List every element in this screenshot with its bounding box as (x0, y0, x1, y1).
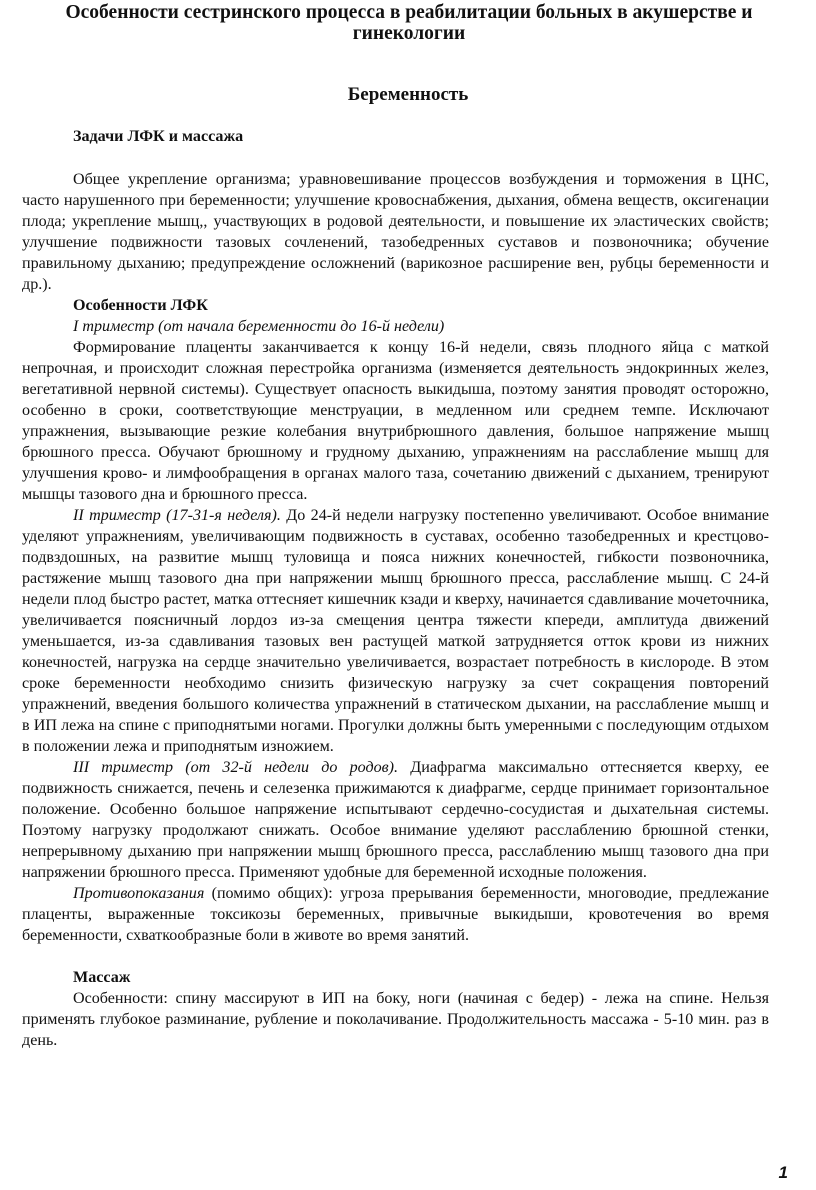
document-body (22, 126, 769, 1051)
document-title: Особенности сестринского процесса в реабилитации больных в акушерстве и гинекологии (65, 2, 753, 44)
tasks-paragraph: Общее укрепление организма; уравновешивание процессов возбуждения и торможения в ЦНС, часто нарушенного при беременности; улучшение кровоснабжения, дыхания, обмена веществ, оксигенации плода; укрепление мышц,, участвующих в родовой деятельности, и повышение их эластических свойств; улучшение подвижности тазовых сочленений, тазобедренных суставов и позвоночника; обучение правильному дыханию; предупреждение осложнений (варикозное расширение вен, рубцы беременности и др.). (22, 171, 769, 293)
contraindications-paragraph (22, 883, 769, 946)
trimester3-paragraph (22, 757, 769, 883)
trimester2-paragraph (22, 505, 769, 757)
section-title: Беременность (347, 84, 469, 105)
trimester3-title: III триместр (от 32-й недели до родов). (73, 759, 399, 776)
trimester1-paragraph: Формирование плаценты заканчивается к концу 16-й недели, связь плодного яйца с маткой непрочная, и происходит сложная перестройка организма (изменяется деятельность эндокринных желез, вегетативной нервной системы). Существует опасность выкидыша, поэтому занятия проводят осторожно, особенно в сроки, соответствующие менструации, в медленном или среднем темпе. Исключают упражнения, вызывающие резкие колебания внутрибрюшного давления, большое напряжение мышц брюшного пресса. Обучают брюшному и грудному дыханию, упражнениям на расслабление мышц для улучшения крово- и лимфообращения в органах малого таза, сочетанию движений с дыханием, тренируют мышцы тазового дна и брюшного пресса. (22, 339, 769, 503)
massage-paragraph: Особенности: спину массируют в ИП на боку, ноги (начиная с бедер) - лежа на спине. Нельзя применять глубокое разминание, рубление и поколачивание. Продолжительность массажа - 5-10 мин. раз в день. (22, 990, 769, 1049)
massage-heading: Массаж (73, 969, 131, 986)
trimester2-text: До 24-й недели нагрузку постепенно увеличивают. Особое внимание уделяют упражнениям, увеличивающим подвижность в суставах, особенно тазобедренных и крестцово-подвздошных, на развитие мышц туловища и пояса нижних конечностей, гибкости позвоночника, растяжение мышц тазового дна при напряжении мышц брюшного пресса, расслабление мышц. С 24-й недели плод быстро растет, матка оттесняет кишечник кзади и кверху, начинается сдавливание мочеточника, увеличивается поясничный лордоз из-за смещения центра тяжести кпереди, амплитуда движений уменьшается, из-за сдавливания тазовых вен растущей маткой затрудняется отток крови из нижних конечностей, нагрузка на сердце значительно увеличивается, возрастает потребность в кислороде. В этом сроке беременности необходимо снизить физическую нагрузку за счет сокращения повторений упражнений, введения большого количества упражнений в статическом дыхании, на расслабление мышц и в ИП лежа на спине с приподнятыми ногами. Прогулки должны быть умеренными с последующим отдыхом в положении лежа и приподнятым изножием. (22, 507, 769, 755)
trimester1-title: I триместр (от начала беременности до 16-й недели) (73, 318, 445, 335)
trimester3-text: Диафрагма максимально оттесняется кверху, ее подвижность снижается, печень и селезенка прижимаются к диафрагме, сердце принимает горизонтальное положение. Особенно большое напряжение испытывают сердечно-сосудистая и дыхательная системы. Поэтому нагрузку продолжают снижать. Особое внимание уделяют расслаблению брюшной стенки, непрерывному дыханию при напряжении мышц брюшного пресса, расслаблению мышц тазового дна при напряжении брюшного пресса. Применяют удобные для беременной исходные положения. (22, 759, 769, 881)
page-number: 1 (778, 1163, 788, 1182)
contraindications-text: (помимо общих): угроза прерывания беременности, многоводие, предлежание плаценты, выраженные токсикозы беременных, привычные выкидыши, кровотечения во время беременности, схваткообразные боли в животе во время занятий. (22, 885, 769, 944)
lfk-heading: Особенности ЛФК (73, 297, 208, 314)
trimester2-title: II триместр (17-31-я неделя). (73, 507, 281, 524)
tasks-heading: Задачи ЛФК и массажа (73, 128, 244, 145)
contraindications-title: Противопоказания (73, 885, 205, 902)
